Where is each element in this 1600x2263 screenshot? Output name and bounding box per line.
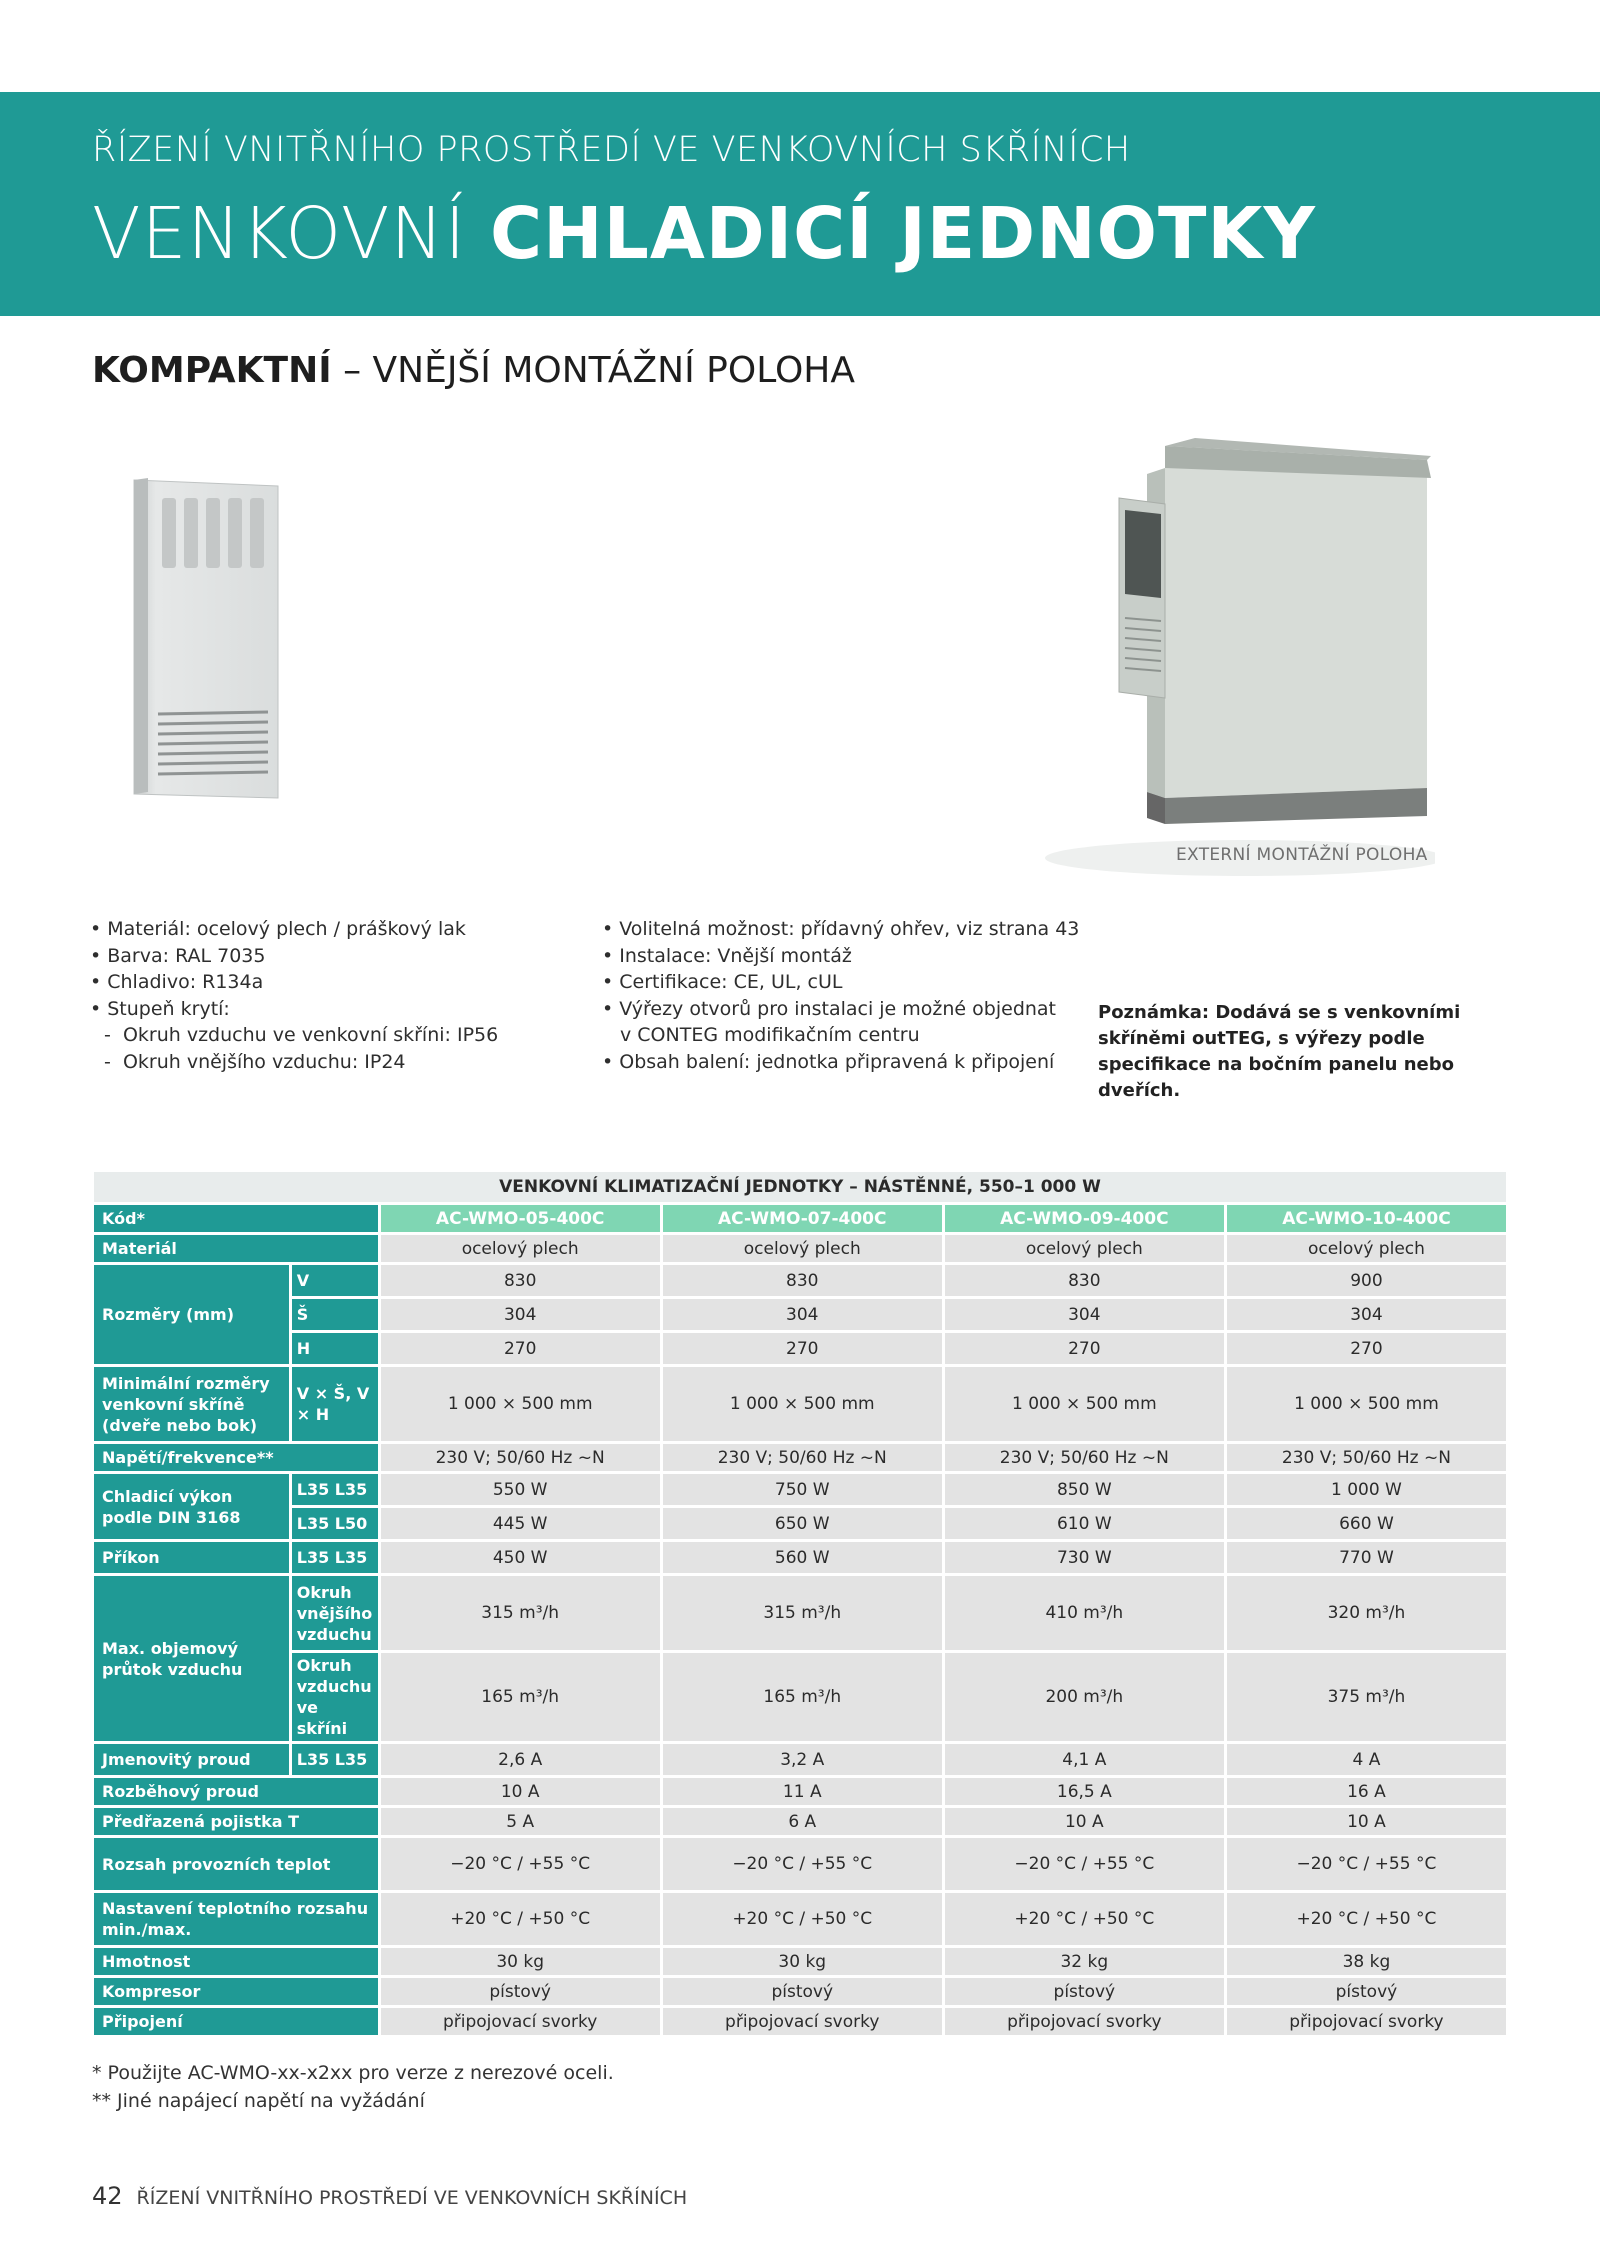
table-cell: 165 m³/h: [663, 1653, 942, 1741]
table-cell: 1 000 W: [1227, 1474, 1506, 1505]
table-cell: 304: [1227, 1299, 1506, 1330]
table-cell: ocelový plech: [381, 1235, 660, 1262]
table-cell: 30 kg: [381, 1948, 660, 1975]
section-kicker: ŘÍZENÍ VNITŘNÍHO PROSTŘEDÍ VE VENKOVNÍCH SKŘÍNÍCH: [92, 130, 1131, 170]
table-cell: 3,2 A: [663, 1744, 942, 1775]
outdoor-cabinet-image: [1015, 438, 1435, 878]
table-cell: 850 W: [945, 1474, 1224, 1505]
row-label-current: Jmenovitý proud: [94, 1744, 289, 1775]
sub-label: V × Š, V × H: [292, 1367, 378, 1441]
list-item: - Okruh vnějšího vzduchu: IP24: [90, 1049, 498, 1076]
table-cell: 1 000 × 500 mm: [381, 1367, 660, 1441]
table-cell: 270: [381, 1333, 660, 1364]
table-cell: 770 W: [1227, 1542, 1506, 1573]
row-label-temp-setting: Nastavení teplotního rozsahu min./max.: [94, 1893, 378, 1945]
row-label-voltage: Napětí/frekvence**: [94, 1444, 378, 1471]
table-cell: 830: [945, 1265, 1224, 1296]
footnote: * Použijte AC-WMO-xx-x2xx pro verze z nerezové oceli.: [92, 2062, 614, 2084]
footnotes: [92, 2059, 614, 2115]
sub-label: L35 L35: [292, 1542, 378, 1573]
code-cell: AC-WMO-05-400C: [381, 1205, 660, 1232]
table-cell: 1 000 × 500 mm: [663, 1367, 942, 1441]
table-cell: 32 kg: [945, 1948, 1224, 1975]
table-cell: 304: [663, 1299, 942, 1330]
table-cell: +20 °C / +50 °C: [381, 1893, 660, 1945]
page-title-bold: CHLADICÍ JEDNOTKY: [490, 192, 1316, 275]
table-cell: 230 V; 50/60 Hz ~N: [945, 1444, 1224, 1471]
table-cell: 10 A: [1227, 1808, 1506, 1835]
table-cell: 1 000 × 500 mm: [1227, 1367, 1506, 1441]
list-item: • Instalace: Vnější montáž: [602, 943, 1079, 970]
table-cell: 6 A: [663, 1808, 942, 1835]
row-label-min-size: Minimální rozměry venkovní skříně (dveře nebo bok): [94, 1367, 289, 1441]
table-cell: 320 m³/h: [1227, 1576, 1506, 1650]
table-cell: −20 °C / +55 °C: [1227, 1838, 1506, 1890]
table-cell: 550 W: [381, 1474, 660, 1505]
sub-label: Š: [292, 1299, 378, 1330]
table-cell: 38 kg: [1227, 1948, 1506, 1975]
row-label-material: Materiál: [94, 1235, 378, 1262]
row-label-start-current: Rozběhový proud: [94, 1778, 378, 1805]
table-cell: +20 °C / +50 °C: [1227, 1893, 1506, 1945]
page-footer: [92, 2182, 687, 2210]
table-cell: 10 A: [381, 1778, 660, 1805]
footnote: ** Jiné napájecí napětí na vyžádání: [92, 2090, 425, 2112]
table-cell: 16,5 A: [945, 1778, 1224, 1805]
table-cell: 1 000 × 500 mm: [945, 1367, 1224, 1441]
table-cell: 16 A: [1227, 1778, 1506, 1805]
table-cell: 750 W: [663, 1474, 942, 1505]
table-cell: 230 V; 50/60 Hz ~N: [663, 1444, 942, 1471]
features-left: [90, 916, 498, 1076]
table-cell: 315 m³/h: [381, 1576, 660, 1650]
row-label-connection: Připojení: [94, 2008, 378, 2035]
table-cell: 4 A: [1227, 1744, 1506, 1775]
subtitle-rest: – VNĚJŠÍ MONTÁŽNÍ POLOHA: [331, 350, 855, 391]
row-label-compressor: Kompresor: [94, 1978, 378, 2005]
table-cell: pístový: [945, 1978, 1224, 2005]
list-item: • Volitelná možnost: přídavný ohřev, viz strana 43: [602, 916, 1079, 943]
table-cell: ocelový plech: [945, 1235, 1224, 1262]
page-title-light: VENKOVNÍ: [92, 192, 491, 275]
row-label-fuse: Předřazená pojistka T: [94, 1808, 378, 1835]
table-cell: 10 A: [945, 1808, 1224, 1835]
table-cell: 304: [381, 1299, 660, 1330]
code-cell: AC-WMO-09-400C: [945, 1205, 1224, 1232]
table-cell: 270: [1227, 1333, 1506, 1364]
list-item: • Stupeň krytí:: [90, 996, 498, 1023]
table-cell: 304: [945, 1299, 1224, 1330]
sub-label: L35 L35: [292, 1744, 378, 1775]
sub-label: Okruh vnějšího vzduchu: [292, 1576, 378, 1650]
table-cell: 375 m³/h: [1227, 1653, 1506, 1741]
table-cell: 450 W: [381, 1542, 660, 1573]
table-cell: pístový: [1227, 1978, 1506, 2005]
list-item: • Materiál: ocelový plech / práškový lak: [90, 916, 498, 943]
table-cell: 660 W: [1227, 1508, 1506, 1539]
table-cell: 4,1 A: [945, 1744, 1224, 1775]
table-cell: 2,6 A: [381, 1744, 660, 1775]
image-caption: EXTERNÍ MONTÁŽNÍ POLOHA: [1176, 845, 1428, 865]
sub-label: L35 L35: [292, 1474, 378, 1505]
row-label-dimensions: Rozměry (mm): [94, 1265, 289, 1364]
table-cell: 830: [381, 1265, 660, 1296]
table-cell: 560 W: [663, 1542, 942, 1573]
spec-table: [91, 1169, 1509, 2038]
table-cell: připojovací svorky: [945, 2008, 1224, 2035]
table-cell: −20 °C / +55 °C: [381, 1838, 660, 1890]
sub-label: L35 L50: [292, 1508, 378, 1539]
sub-label: H: [292, 1333, 378, 1364]
cooling-unit-image: [128, 476, 284, 802]
table-cell: 200 m³/h: [945, 1653, 1224, 1741]
table-cell: 165 m³/h: [381, 1653, 660, 1741]
page-number: 42: [92, 2182, 123, 2210]
row-label-weight: Hmotnost: [94, 1948, 378, 1975]
sub-label: V: [292, 1265, 378, 1296]
table-cell: 5 A: [381, 1808, 660, 1835]
table-cell: 230 V; 50/60 Hz ~N: [381, 1444, 660, 1471]
note-text: Poznámka: Dodává se s venkovními skříněmi outTEG, s výřezy podle specifikace na bočním panelu nebo dveřích.: [1098, 1002, 1461, 1101]
table-cell: připojovací svorky: [381, 2008, 660, 2035]
table-cell: 315 m³/h: [663, 1576, 942, 1650]
footer-text: ŘÍZENÍ VNITŘNÍHO PROSTŘEDÍ VE VENKOVNÍCH SKŘÍNÍCH: [136, 2187, 688, 2209]
list-item: v CONTEG modifikačním centru: [620, 1024, 920, 1047]
table-cell: 610 W: [945, 1508, 1224, 1539]
table-cell: +20 °C / +50 °C: [945, 1893, 1224, 1945]
table-cell: 900: [1227, 1265, 1506, 1296]
code-cell: AC-WMO-07-400C: [663, 1205, 942, 1232]
list-item: • Certifikace: CE, UL, cUL: [602, 969, 1079, 996]
table-cell: připojovací svorky: [1227, 2008, 1506, 2035]
table-cell: 410 m³/h: [945, 1576, 1224, 1650]
product-subtitle: [92, 350, 855, 391]
table-cell: pístový: [663, 1978, 942, 2005]
table-cell: 30 kg: [663, 1948, 942, 1975]
table-cell: 230 V; 50/60 Hz ~N: [1227, 1444, 1506, 1471]
subtitle-bold: KOMPAKTNÍ: [92, 350, 332, 391]
row-label-cooling: Chladicí výkon podle DIN 3168: [94, 1474, 289, 1539]
table-cell: +20 °C / +50 °C: [663, 1893, 942, 1945]
table-cell: pístový: [381, 1978, 660, 2005]
list-item: • Výřezy otvorů pro instalaci je možné objednat: [602, 996, 1079, 1023]
table-cell: 11 A: [663, 1778, 942, 1805]
row-label-power: Příkon: [94, 1542, 289, 1573]
list-item: • Barva: RAL 7035: [90, 943, 498, 970]
table-cell: připojovací svorky: [663, 2008, 942, 2035]
table-cell: ocelový plech: [663, 1235, 942, 1262]
table-cell: −20 °C / +55 °C: [945, 1838, 1224, 1890]
page-title: [92, 192, 1316, 275]
list-item: • Obsah balení: jednotka připravená k připojení: [602, 1049, 1079, 1076]
table-caption: VENKOVNÍ KLIMATIZAČNÍ JEDNOTKY – NÁSTĚNNÉ, 550–1 000 W: [94, 1172, 1506, 1202]
table-cell: 270: [663, 1333, 942, 1364]
table-cell: −20 °C / +55 °C: [663, 1838, 942, 1890]
sub-label: Okruh vzduchu ve skříni: [292, 1653, 378, 1741]
table-cell: ocelový plech: [1227, 1235, 1506, 1262]
row-label-airflow: Max. objemový průtok vzduchu: [94, 1576, 289, 1741]
header-banner: [0, 92, 1600, 316]
table-cell: 830: [663, 1265, 942, 1296]
table-cell: 270: [945, 1333, 1224, 1364]
table-cell: 730 W: [945, 1542, 1224, 1573]
row-label-code: Kód*: [94, 1205, 378, 1232]
table-cell: 445 W: [381, 1508, 660, 1539]
code-cell: AC-WMO-10-400C: [1227, 1205, 1506, 1232]
row-label-temp-range: Rozsah provozních teplot: [94, 1838, 378, 1890]
list-item: - Okruh vzduchu ve venkovní skříni: IP56: [90, 1022, 498, 1049]
list-item: • Chladivo: R134a: [90, 969, 498, 996]
table-cell: 650 W: [663, 1508, 942, 1539]
features-right: [602, 916, 1079, 1076]
